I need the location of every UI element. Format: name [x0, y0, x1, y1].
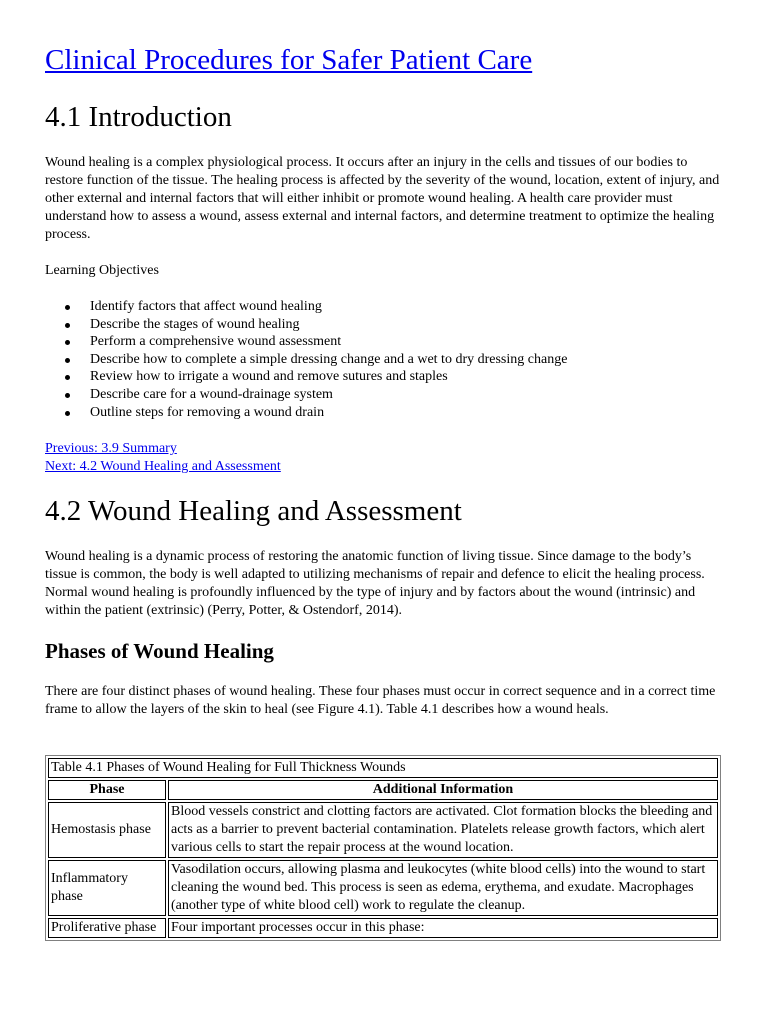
list-item: Perform a comprehensive wound assessment — [90, 333, 567, 351]
table-row — [48, 918, 718, 938]
column-header-phase: Phase — [48, 780, 166, 800]
intro-paragraph: Wound healing is a complex physiological process. It occurs after an injury in the cells and tissues of our bodies to restore function of the tissue. The healing process is affected by the severity of the wound, location, extent of injury, and other external and internal factors that will either inhibit or promote wound healing. A health care provider must understand how to assess a wound, assess external and internal factors, and determine treatment to optimize the healing process. — [45, 155, 720, 242]
document-title-link[interactable]: Clinical Procedures for Safer Patient Care — [45, 44, 533, 76]
table-row — [48, 860, 718, 916]
phases-table — [45, 755, 721, 941]
previous-link[interactable]: Previous: 3.9 Summary — [45, 441, 177, 456]
list-item: Describe the stages of wound healing — [90, 316, 567, 334]
phases-heading: Phases of Wound Healing — [45, 639, 274, 663]
list-item: Describe how to complete a simple dressing change and a wet to dry dressing change — [90, 351, 568, 367]
phase-cell: Hemostasis phase — [48, 802, 166, 858]
phase-cell: Proliferative phase — [48, 918, 166, 938]
info-cell: Vasodilation occurs, allowing plasma and leukocytes (white blood cells) into the wound to start cleaning the wound bed. This process is seen as edema, erythema, and exudate. Macrophages (another type of white blood cell) work to regulate the cleanup. — [168, 860, 718, 916]
intro-heading: 4.1 Introduction — [45, 101, 232, 133]
assessment-heading: 4.2 Wound Healing and Assessment — [45, 495, 462, 527]
assessment-paragraph: Wound healing is a dynamic process of restoring the anatomic function of living tissue. Since damage to the body’s tissue is common, the body is well adapted to utilizing mechanisms of repair and defence to elicit the healing process. Normal wound healing is profoundly influenced by the type of injury and by factors about the wound (intrinsic) and within the patient (extrinsic) (Perry, Potter, & Ostendorf, 2014). — [45, 549, 705, 618]
list-item: Identify factors that affect wound healing — [90, 298, 567, 316]
info-cell: Four important processes occur in this phase: — [168, 918, 718, 938]
list-item: Outline steps for removing a wound drain — [90, 404, 567, 422]
learning-objectives-list — [45, 298, 567, 421]
table-row — [48, 802, 718, 858]
phase-cell: Inflammatory phase — [48, 860, 166, 916]
list-item: Review how to irrigate a wound and remove sutures and staples — [90, 368, 567, 386]
table-header-row — [48, 780, 718, 800]
column-header-additional-information: Additional Information — [168, 780, 718, 800]
phases-paragraph: There are four distinct phases of wound healing. These four phases must occur in correct sequence and in a correct time frame to allow the layers of the skin to heal (see Figure 4.1). Table 4.1 describes how a wound heals. — [45, 684, 716, 717]
table-caption: Table 4.1 Phases of Wound Healing for Full Thickness Wounds — [48, 758, 718, 778]
info-cell: Blood vessels constrict and clotting factors are activated. Clot formation blocks the bleeding and acts as a barrier to prevent bacterial contamination. Platelets release growth factors, which alert various cells to start the repair process at the wound location. — [168, 802, 718, 858]
learning-objectives-label: Learning Objectives — [45, 263, 159, 278]
next-link[interactable]: Next: 4.2 Wound Healing and Assessment — [45, 459, 281, 474]
table-caption-row — [48, 758, 718, 778]
list-item: Describe care for a wound-drainage system — [90, 386, 567, 404]
